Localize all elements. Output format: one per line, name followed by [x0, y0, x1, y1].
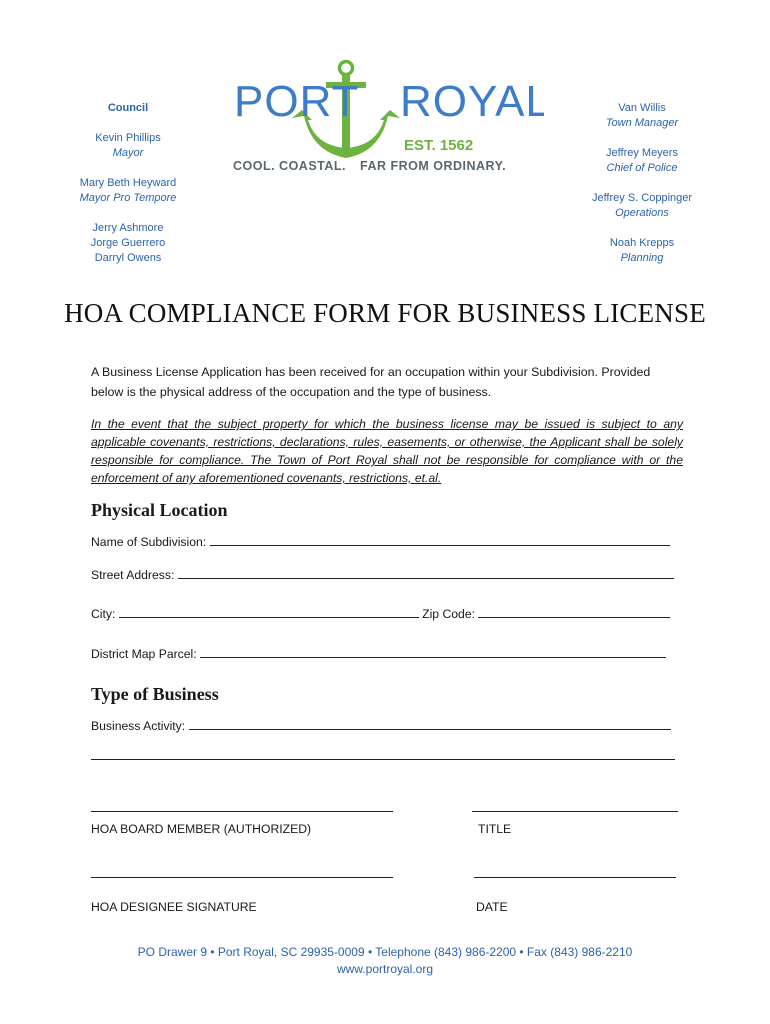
business-activity-field[interactable]	[91, 718, 671, 733]
council-member-mayor	[38, 131, 218, 161]
designee-signature-line[interactable]	[91, 876, 393, 878]
type-of-business-heading: Type of Business	[91, 684, 219, 704]
logo-tagline-left: COOL. COASTAL.	[233, 159, 347, 173]
staff-role: Planning	[620, 252, 664, 264]
board-member-signature-line[interactable]	[91, 810, 393, 812]
anchor-logo-icon	[228, 58, 544, 178]
member-name: Jorge Guerrero	[90, 237, 166, 249]
logo-word-port: PORT	[234, 77, 360, 126]
member-name: Kevin Phillips	[95, 132, 161, 144]
subdivision-input-line[interactable]	[210, 534, 670, 546]
city-zip-field[interactable]	[91, 606, 670, 621]
council-heading: Council	[107, 102, 149, 114]
zip-label: Zip Code:	[422, 607, 475, 621]
staff-operations	[552, 191, 732, 221]
subdivision-label: Name of Subdivision:	[91, 535, 207, 549]
subdivision-field[interactable]	[91, 534, 670, 549]
district-map-parcel-input-line[interactable]	[200, 646, 666, 658]
footer	[0, 944, 770, 978]
city-input-line[interactable]	[119, 606, 419, 618]
title-label: TITLE	[478, 822, 512, 836]
footer-website-link[interactable]: www.portroyal.org	[336, 962, 434, 976]
staff-town-manager	[552, 101, 732, 131]
staff-planning	[552, 236, 732, 266]
city-label: City:	[91, 607, 116, 621]
staff-name: Van Willis	[618, 102, 666, 114]
district-map-parcel-label: District Map Parcel:	[91, 647, 197, 661]
business-activity-input-line[interactable]	[189, 718, 671, 730]
port-royal-logo	[228, 58, 544, 178]
zip-input-line[interactable]	[478, 606, 670, 618]
street-address-label: Street Address:	[91, 568, 175, 582]
staff-column	[552, 101, 732, 281]
business-activity-input-line-2[interactable]	[91, 758, 675, 760]
date-label: DATE	[476, 900, 508, 914]
logo-word-royal: ROYAL	[400, 77, 544, 126]
staff-role: Operations	[615, 207, 669, 219]
title-line[interactable]	[472, 810, 678, 812]
staff-name: Jeffrey S. Coppinger	[591, 192, 693, 204]
member-role: Mayor Pro Tempore	[79, 192, 177, 204]
physical-location-heading: Physical Location	[91, 500, 228, 520]
council-members-other	[38, 221, 218, 266]
staff-role: Town Manager	[605, 117, 679, 129]
footer-contact: PO Drawer 9 • Port Royal, SC 29935-0009 • Telephone (843) 986-2200 • Fax (843) 986-2210	[137, 945, 633, 959]
staff-role: Chief of Police	[606, 162, 678, 174]
logo-est: EST. 1562	[404, 137, 474, 154]
logo-tagline-right: FAR FROM ORDINARY.	[360, 159, 507, 173]
council-member-mayor-pro-tem	[38, 176, 218, 206]
member-name: Mary Beth Heyward	[79, 177, 177, 189]
member-name: Darryl Owens	[94, 252, 162, 264]
disclaimer-paragraph: In the event that the subject property for which the business license may be issued is subject to any applicable covenants, restrictions, declarations, rules, easements, or otherwise, the Applicant shall be solely responsible for compliance. The Town of Port Royal shall not be responsible for compliance with or the enforcement of any aforementioned covenants, restrictions, et.al.	[91, 417, 683, 485]
member-name: Jerry Ashmore	[92, 222, 164, 234]
staff-chief-of-police	[552, 146, 732, 176]
district-map-parcel-field[interactable]	[91, 646, 666, 661]
staff-name: Jeffrey Meyers	[606, 147, 678, 159]
date-line[interactable]	[474, 876, 676, 878]
staff-name: Noah Krepps	[609, 237, 675, 249]
designee-label: HOA DESIGNEE SIGNATURE	[91, 900, 257, 914]
page-title: HOA COMPLIANCE FORM FOR BUSINESS LICENSE	[64, 298, 706, 328]
board-member-label: HOA BOARD MEMBER (AUTHORIZED)	[91, 822, 312, 836]
business-activity-label: Business Activity:	[91, 719, 186, 733]
member-role: Mayor	[112, 147, 144, 159]
street-address-input-line[interactable]	[178, 567, 674, 579]
council-column	[38, 101, 218, 281]
street-address-field[interactable]	[91, 567, 674, 582]
intro-paragraph: A Business License Application has been received for an occupation within your Subdivision. Provided below is the physical address of the occupation and the type of business.	[91, 365, 651, 399]
